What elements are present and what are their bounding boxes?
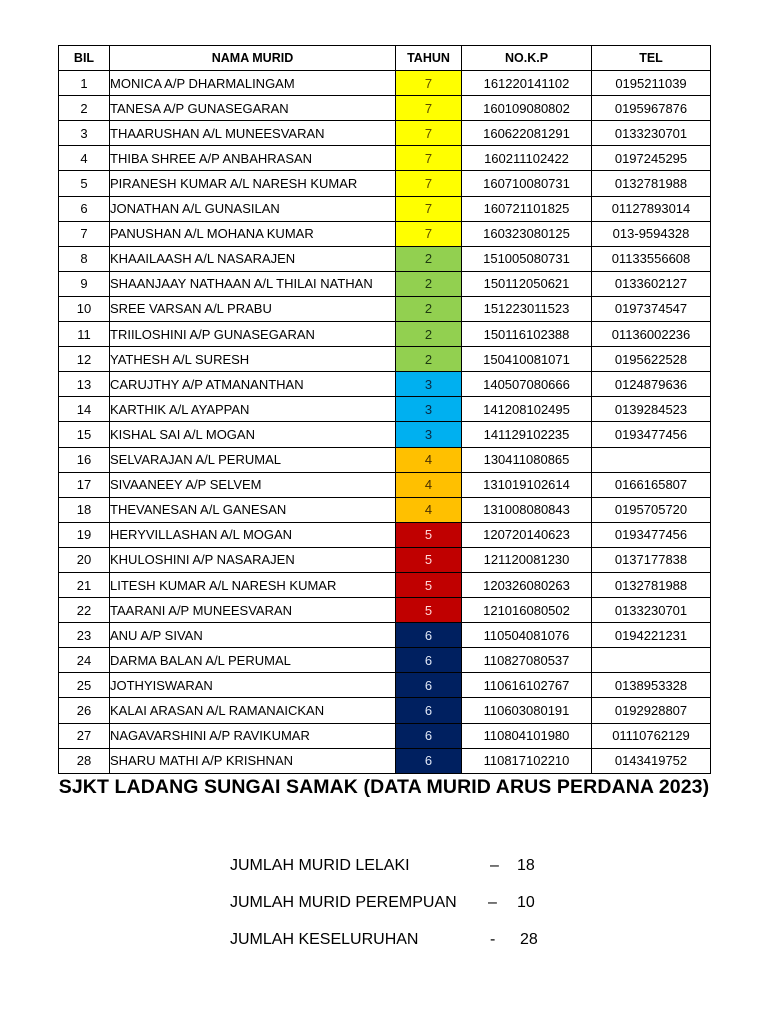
cell-bil: 26 [59, 698, 110, 723]
table-row [59, 623, 711, 648]
cell-nama-murid: SIVAANEEY A/P SELVEM [110, 472, 396, 497]
cell-nokp: 110804101980 [462, 723, 592, 748]
cell-bil: 13 [59, 372, 110, 397]
cell-nokp: 150116102388 [462, 322, 592, 347]
cell-bil: 27 [59, 723, 110, 748]
cell-nokp: 121016080502 [462, 598, 592, 623]
table-row [59, 347, 711, 372]
cell-tahun: 6 [396, 723, 462, 748]
table-row [59, 372, 711, 397]
summary-value: 18 [517, 857, 535, 874]
cell-tel: 0197374547 [592, 296, 711, 321]
table-row [59, 296, 711, 321]
cell-nama-murid: PIRANESH KUMAR A/L NARESH KUMAR [110, 171, 396, 196]
cell-nama-murid: KARTHIK A/L AYAPPAN [110, 397, 396, 422]
cell-nokp: 160323080125 [462, 221, 592, 246]
cell-tahun: 7 [396, 71, 462, 96]
table-header-row [59, 46, 711, 71]
cell-tahun: 5 [396, 572, 462, 597]
table-row [59, 96, 711, 121]
cell-nokp: 150112050621 [462, 271, 592, 296]
cell-nokp: 161220141102 [462, 71, 592, 96]
cell-nama-murid: CARUJTHY A/P ATMANANTHAN [110, 372, 396, 397]
cell-tahun: 2 [396, 347, 462, 372]
cell-nama-murid: KALAI ARASAN A/L RAMANAICKAN [110, 698, 396, 723]
table-row [59, 322, 711, 347]
cell-nama-murid: THAARUSHAN A/L MUNEESVARAN [110, 121, 396, 146]
cell-bil: 15 [59, 422, 110, 447]
cell-bil: 1 [59, 71, 110, 96]
cell-tahun: 5 [396, 598, 462, 623]
cell-tahun: 6 [396, 698, 462, 723]
cell-tahun: 6 [396, 648, 462, 673]
cell-nama-murid: KHULOSHINI A/P NASARAJEN [110, 547, 396, 572]
cell-bil: 12 [59, 347, 110, 372]
cell-tahun: 7 [396, 121, 462, 146]
table-row [59, 146, 711, 171]
summary-dash: – [490, 857, 499, 874]
summary-label: JUMLAH MURID PEREMPUAN [230, 894, 457, 911]
table-row [59, 723, 711, 748]
table-row [59, 271, 711, 296]
cell-nama-murid: MONICA A/P DHARMALINGAM [110, 71, 396, 96]
cell-bil: 23 [59, 623, 110, 648]
table-row [59, 648, 711, 673]
cell-nama-murid: JONATHAN A/L GUNASILAN [110, 196, 396, 221]
summary-label: JUMLAH KESELURUHAN [230, 931, 419, 948]
cell-nokp: 120326080263 [462, 572, 592, 597]
cell-tahun: 5 [396, 547, 462, 572]
cell-tel: 013-9594328 [592, 221, 711, 246]
cell-nama-murid: LITESH KUMAR A/L NARESH KUMAR [110, 572, 396, 597]
cell-bil: 19 [59, 522, 110, 547]
document-title: SJKT LADANG SUNGAI SAMAK (DATA MURID ARUS PERDANA 2023) [58, 776, 710, 798]
cell-tahun: 3 [396, 422, 462, 447]
cell-tahun: 7 [396, 196, 462, 221]
cell-nama-murid: TAARANI A/P MUNEESVARAN [110, 598, 396, 623]
header-bil: BIL [59, 46, 110, 71]
cell-nokp: 131008080843 [462, 497, 592, 522]
cell-bil: 14 [59, 397, 110, 422]
cell-nama-murid: KHAAILAASH A/L NASARAJEN [110, 246, 396, 271]
cell-tel: 0132781988 [592, 572, 711, 597]
cell-tel: 0195967876 [592, 96, 711, 121]
table-row [59, 196, 711, 221]
cell-nokp: 110603080191 [462, 698, 592, 723]
table-row [59, 698, 711, 723]
cell-tahun: 7 [396, 221, 462, 246]
cell-nama-murid: TANESA A/P GUNASEGARAN [110, 96, 396, 121]
cell-tel: 0133230701 [592, 598, 711, 623]
cell-tel: 0195622528 [592, 347, 711, 372]
cell-nokp: 160721101825 [462, 196, 592, 221]
table-row [59, 397, 711, 422]
cell-tel: 0194221231 [592, 623, 711, 648]
table-row [59, 422, 711, 447]
cell-nama-murid: ANU A/P SIVAN [110, 623, 396, 648]
summary-dash: - [490, 931, 496, 948]
table-row [59, 71, 711, 96]
cell-tahun: 6 [396, 623, 462, 648]
cell-nokp: 141208102495 [462, 397, 592, 422]
cell-bil: 2 [59, 96, 110, 121]
table-row [59, 221, 711, 246]
header-nama-murid: NAMA MURID [110, 46, 396, 71]
cell-tahun: 6 [396, 748, 462, 773]
cell-tahun: 2 [396, 271, 462, 296]
cell-tel: 01127893014 [592, 196, 711, 221]
cell-nama-murid: SHARU MATHI A/P KRISHNAN [110, 748, 396, 773]
cell-tahun: 3 [396, 397, 462, 422]
cell-tahun: 4 [396, 447, 462, 472]
cell-tahun: 4 [396, 497, 462, 522]
cell-tel: 0132781988 [592, 171, 711, 196]
cell-nama-murid: PANUSHAN A/L MOHANA KUMAR [110, 221, 396, 246]
cell-tel: 0192928807 [592, 698, 711, 723]
cell-nokp: 131019102614 [462, 472, 592, 497]
cell-nama-murid: YATHESH A/L SURESH [110, 347, 396, 372]
table-body [59, 71, 711, 774]
table-row [59, 497, 711, 522]
table-row [59, 547, 711, 572]
cell-bil: 20 [59, 547, 110, 572]
cell-tel: 0193477456 [592, 422, 711, 447]
cell-bil: 24 [59, 648, 110, 673]
table-row [59, 472, 711, 497]
cell-bil: 3 [59, 121, 110, 146]
cell-nokp: 160710080731 [462, 171, 592, 196]
cell-bil: 21 [59, 572, 110, 597]
cell-tel: 0138953328 [592, 673, 711, 698]
cell-tel: 0197245295 [592, 146, 711, 171]
cell-tel: 0143419752 [592, 748, 711, 773]
cell-nama-murid: NAGAVARSHINI A/P RAVIKUMAR [110, 723, 396, 748]
header-tel: TEL [592, 46, 711, 71]
cell-tel: 0139284523 [592, 397, 711, 422]
cell-nama-murid: SELVARAJAN A/L PERUMAL [110, 447, 396, 472]
cell-tahun: 5 [396, 522, 462, 547]
cell-nokp: 141129102235 [462, 422, 592, 447]
cell-tel: 01110762129 [592, 723, 711, 748]
cell-tel: 0195705720 [592, 497, 711, 522]
summary-dash: – [488, 894, 497, 911]
cell-bil: 11 [59, 322, 110, 347]
cell-bil: 18 [59, 497, 110, 522]
cell-tel: 0193477456 [592, 522, 711, 547]
cell-tel: 0166165807 [592, 472, 711, 497]
summary-value: 28 [520, 931, 538, 948]
table-row [59, 447, 711, 472]
cell-bil: 7 [59, 221, 110, 246]
cell-bil: 25 [59, 673, 110, 698]
cell-tahun: 7 [396, 146, 462, 171]
cell-tel: 0133602127 [592, 271, 711, 296]
cell-bil: 22 [59, 598, 110, 623]
cell-nama-murid: JOTHYISWARAN [110, 673, 396, 698]
table-row [59, 572, 711, 597]
cell-tel: 0137177838 [592, 547, 711, 572]
cell-tel: 0133230701 [592, 121, 711, 146]
cell-nokp: 140507080666 [462, 372, 592, 397]
cell-tel: 01133556608 [592, 246, 711, 271]
cell-nokp: 130411080865 [462, 447, 592, 472]
cell-tahun: 4 [396, 472, 462, 497]
cell-nokp: 151005080731 [462, 246, 592, 271]
cell-tahun: 7 [396, 96, 462, 121]
cell-nokp: 150410081071 [462, 347, 592, 372]
cell-nama-murid: KISHAL SAI A/L MOGAN [110, 422, 396, 447]
cell-nokp: 110616102767 [462, 673, 592, 698]
cell-bil: 4 [59, 146, 110, 171]
cell-tel [592, 447, 711, 472]
header-tahun: TAHUN [396, 46, 462, 71]
cell-nokp: 151223011523 [462, 296, 592, 321]
cell-tel: 0124879636 [592, 372, 711, 397]
cell-nokp: 110504081076 [462, 623, 592, 648]
cell-tahun: 2 [396, 246, 462, 271]
header-nokp: NO.K.P [462, 46, 592, 71]
cell-nama-murid: DARMA BALAN A/L PERUMAL [110, 648, 396, 673]
cell-bil: 5 [59, 171, 110, 196]
cell-nokp: 110827080537 [462, 648, 592, 673]
cell-bil: 17 [59, 472, 110, 497]
cell-nama-murid: SHAANJAAY NATHAAN A/L THILAI NATHAN [110, 271, 396, 296]
cell-nama-murid: TRIILOSHINI A/P GUNASEGARAN [110, 322, 396, 347]
table-row [59, 121, 711, 146]
summary-value: 10 [517, 894, 535, 911]
summary-label: JUMLAH MURID LELAKI [230, 857, 410, 874]
cell-nokp: 110817102210 [462, 748, 592, 773]
cell-bil: 8 [59, 246, 110, 271]
table-row [59, 673, 711, 698]
cell-nokp: 160109080802 [462, 96, 592, 121]
cell-bil: 28 [59, 748, 110, 773]
cell-tel: 0195211039 [592, 71, 711, 96]
cell-tahun: 2 [396, 322, 462, 347]
table-row [59, 748, 711, 773]
table-row [59, 246, 711, 271]
table-row [59, 522, 711, 547]
student-table [58, 45, 711, 774]
cell-bil: 6 [59, 196, 110, 221]
cell-tahun: 6 [396, 673, 462, 698]
cell-bil: 9 [59, 271, 110, 296]
cell-tel [592, 648, 711, 673]
table-row [59, 598, 711, 623]
table-row [59, 171, 711, 196]
cell-nama-murid: THEVANESAN A/L GANESAN [110, 497, 396, 522]
cell-tahun: 2 [396, 296, 462, 321]
cell-nama-murid: HERYVILLASHAN A/L MOGAN [110, 522, 396, 547]
cell-bil: 10 [59, 296, 110, 321]
cell-nokp: 120720140623 [462, 522, 592, 547]
cell-nokp: 160211102422 [462, 146, 592, 171]
cell-nama-murid: SREE VARSAN A/L PRABU [110, 296, 396, 321]
cell-tel: 01136002236 [592, 322, 711, 347]
cell-nama-murid: THIBA SHREE A/P ANBAHRASAN [110, 146, 396, 171]
cell-bil: 16 [59, 447, 110, 472]
cell-nokp: 160622081291 [462, 121, 592, 146]
cell-tahun: 3 [396, 372, 462, 397]
cell-nokp: 121120081230 [462, 547, 592, 572]
cell-tahun: 7 [396, 171, 462, 196]
